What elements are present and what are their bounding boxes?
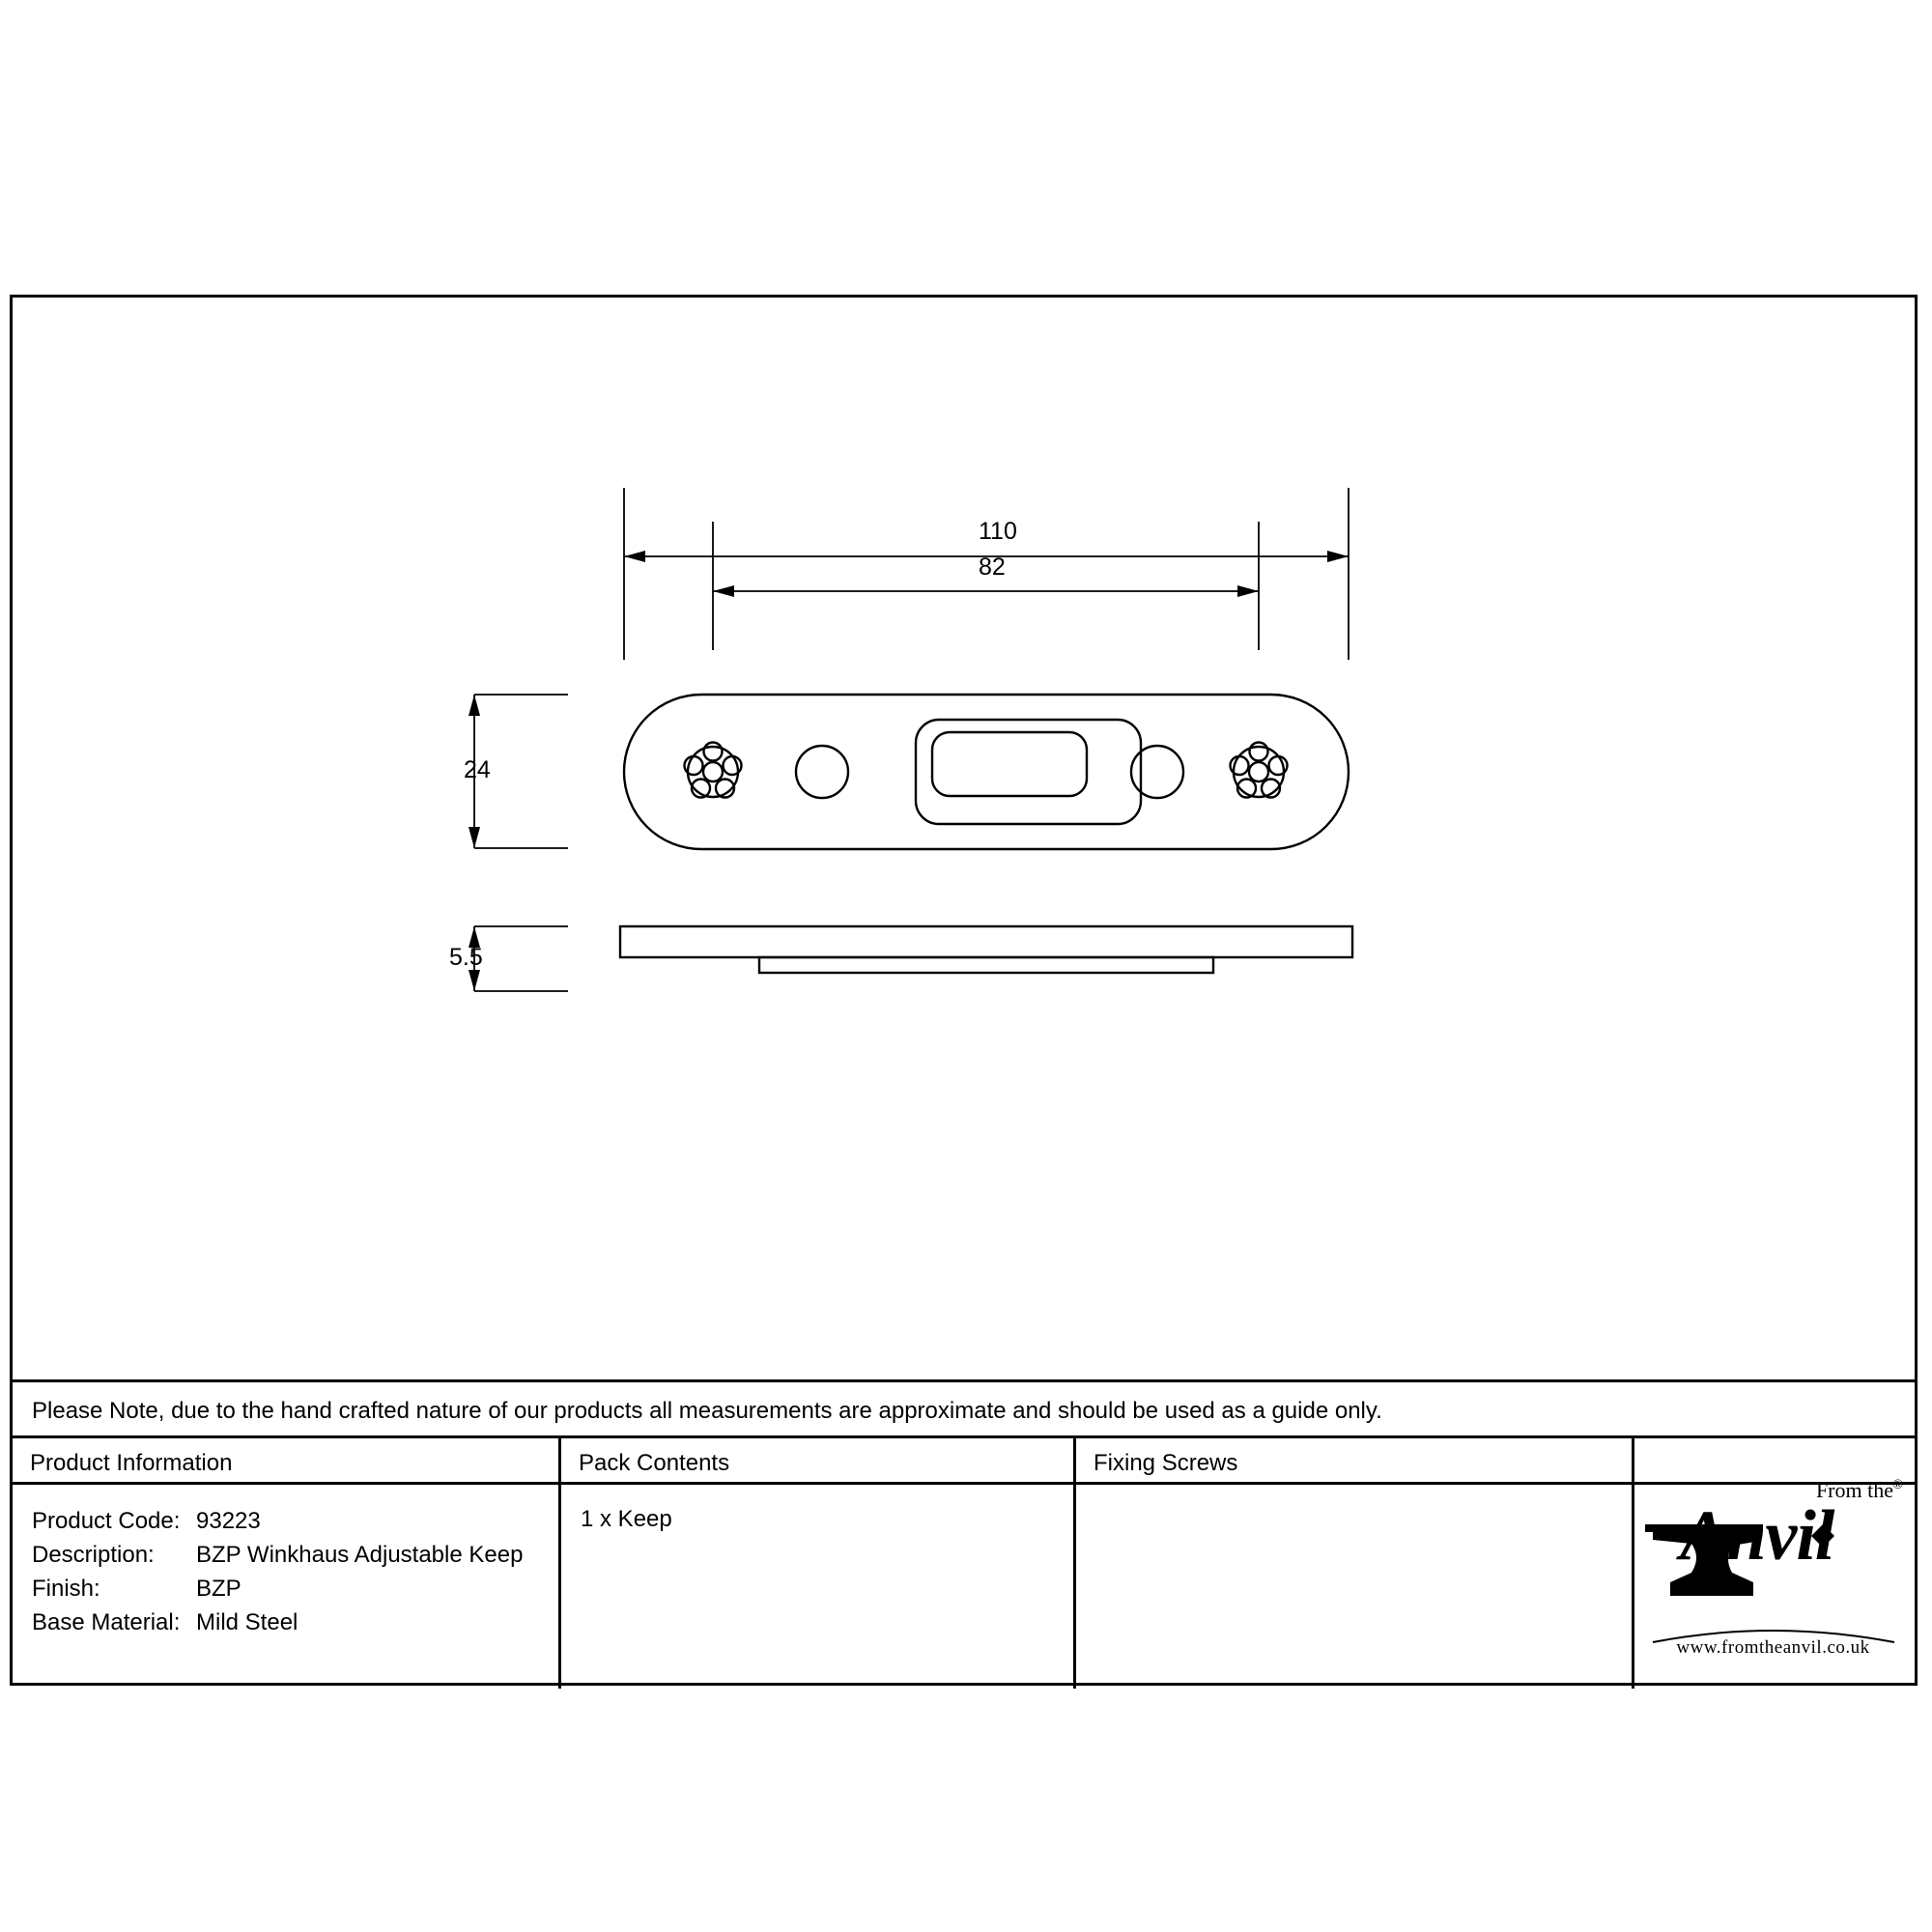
dim-label-24: 24 (464, 756, 491, 783)
keep-plate-outline (624, 695, 1349, 849)
dim-label-110: 110 (979, 518, 1017, 545)
keep-edge-view (620, 926, 1352, 957)
table-header-row (13, 1435, 1915, 1482)
technical-drawing-area (13, 298, 1915, 1379)
divider-2-body (1073, 1485, 1076, 1689)
rosette-screw-right (1231, 743, 1288, 798)
dim-label-5-5: 5.5 (449, 944, 483, 971)
pack-contents-item: 1 x Keep (581, 1506, 672, 1532)
keep-edge-lip (759, 957, 1213, 973)
keep-drawing-svg (13, 298, 1915, 1379)
description-value: BZP Winkhaus Adjustable Keep (196, 1542, 524, 1568)
measurement-note (13, 1379, 1915, 1435)
header-pack-contents-label: Pack Contents (579, 1450, 730, 1476)
base-material-value: Mild Steel (196, 1609, 298, 1635)
table-body-row (13, 1482, 1915, 1686)
brand-logo-inner (1632, 1435, 1915, 1686)
drawing-sheet (10, 295, 1918, 1686)
base-material-label: Base Material: (32, 1609, 181, 1635)
measurement-note-text: Please Note, due to the hand crafted nature of our products all measurements are approximate and should be used as a guide only. (32, 1398, 1382, 1424)
header-product-information-label: Product Information (30, 1450, 233, 1476)
fixing-hole-left (796, 746, 848, 798)
finish-value: BZP (196, 1576, 242, 1602)
logo-anvil-text: Anvil (1680, 1496, 1834, 1576)
product-code-label: Product Code: (32, 1508, 181, 1534)
rosette-screw-left (685, 743, 742, 798)
logo-website-text: www.fromtheanvil.co.uk (1676, 1637, 1870, 1658)
product-code-value: 93223 (196, 1508, 261, 1534)
logo-from-the-text: From the (1815, 1478, 1893, 1502)
fixing-hole-right (1131, 746, 1183, 798)
keep-slot-outer (916, 720, 1141, 824)
header-fixing-screws-label: Fixing Screws (1094, 1450, 1238, 1476)
dim-label-82: 82 (979, 554, 1006, 581)
finish-label: Finish: (32, 1576, 100, 1602)
header-product-information (13, 1438, 558, 1485)
logo-registered-mark: ® (1892, 1478, 1903, 1492)
header-fixing-screws (1076, 1438, 1632, 1485)
header-pack-contents (561, 1438, 1073, 1485)
description-label: Description: (32, 1542, 155, 1568)
keep-slot-inner (932, 732, 1087, 796)
brand-logo (1632, 1435, 1915, 1686)
divider-1-body (558, 1485, 561, 1689)
